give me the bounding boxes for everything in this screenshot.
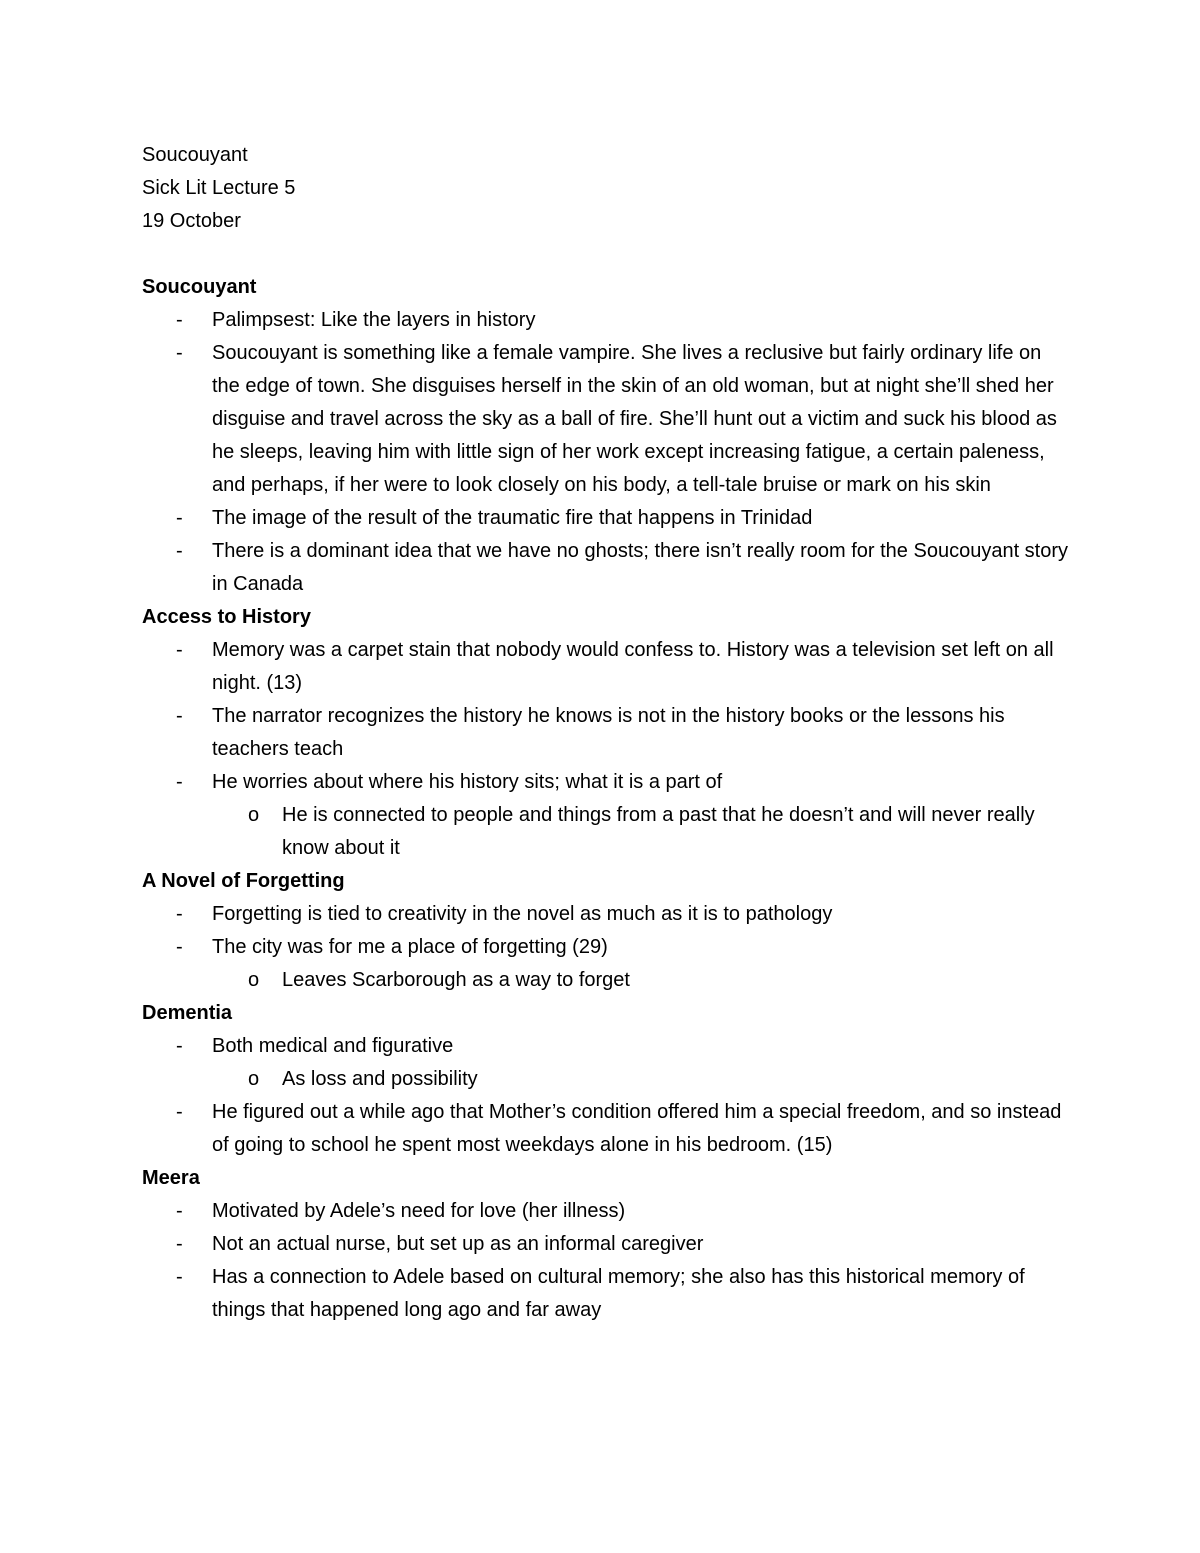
sub-bullet-text: He is connected to people and things from a past that he doesn’t and will never really know about it	[282, 804, 1035, 859]
dash-bullet-icon: -	[176, 771, 183, 793]
bullet-item	[142, 1195, 1072, 1228]
dash-bullet-icon: -	[176, 507, 183, 529]
bullet-text: He worries about where his history sits; what it is a part of	[212, 771, 723, 793]
bullet-text: Forgetting is tied to creativity in the novel as much as it is to pathology	[212, 903, 833, 925]
bullet-item	[142, 634, 1072, 700]
dash-bullet-icon: -	[176, 936, 183, 958]
bullet-item	[142, 1096, 1072, 1162]
sub-bullet-text: Leaves Scarborough as a way to forget	[282, 969, 630, 991]
bullet-item	[142, 337, 1072, 502]
bullet-item	[142, 304, 1072, 337]
bullet-text: The narrator recognizes the history he knows is not in the history books or the lessons his teachers teach	[212, 705, 1005, 760]
lecture-date: 19 October	[142, 210, 241, 232]
bullet-text: Both medical and figurative	[212, 1035, 454, 1057]
bullet-text: Palimpsest: Like the layers in history	[212, 309, 536, 331]
dash-bullet-icon: -	[176, 639, 183, 661]
dash-bullet-icon: -	[176, 1200, 183, 1222]
document-page	[142, 139, 1072, 1327]
bullet-item	[142, 1261, 1072, 1327]
sub-bullet-item	[142, 799, 1072, 865]
bullet-text: The image of the result of the traumatic fire that happens in Trinidad	[212, 507, 813, 529]
bullet-item	[142, 931, 1072, 964]
bullet-item	[142, 898, 1072, 931]
dash-bullet-icon: -	[176, 1035, 183, 1057]
course-name: Sick Lit Lecture 5	[142, 177, 296, 199]
sub-bullet-text: As loss and possibility	[282, 1068, 478, 1090]
section-heading: A Novel of Forgetting	[142, 870, 345, 892]
sub-bullet-item	[142, 1063, 1072, 1096]
bullet-item	[142, 1228, 1072, 1261]
dash-bullet-icon: -	[176, 1233, 183, 1255]
bullet-text: There is a dominant idea that we have no ghosts; there isn’t really room for the Soucouyant story in Canada	[212, 540, 1069, 595]
dash-bullet-icon: -	[176, 705, 183, 727]
bullet-item	[142, 1030, 1072, 1063]
circle-bullet-icon: o	[248, 804, 260, 826]
dash-bullet-icon: -	[176, 903, 183, 925]
bullet-text: Motivated by Adele’s need for love (her illness)	[212, 1200, 626, 1222]
bullet-text: Has a connection to Adele based on cultural memory; she also has this historical memory of things that happened long ago and far away	[212, 1266, 1025, 1321]
bullet-item	[142, 535, 1072, 601]
bullet-text: He figured out a while ago that Mother’s condition offered him a special freedom, and so instead of going to school he spent most weekdays alone in his bedroom. (15)	[212, 1101, 1062, 1156]
bullet-text: The city was for me a place of forgetting (29)	[212, 936, 608, 958]
sub-bullet-item	[142, 964, 1072, 997]
dash-bullet-icon: -	[176, 540, 183, 562]
bullet-item	[142, 502, 1072, 535]
section-heading: Meera	[142, 1167, 200, 1189]
circle-bullet-icon: o	[248, 1068, 260, 1090]
bullet-text: Memory was a carpet stain that nobody would confess to. History was a television set left on all night. (13)	[212, 639, 1054, 694]
section-heading: Access to History	[142, 606, 311, 628]
section-heading: Dementia	[142, 1002, 233, 1024]
spacer	[142, 238, 1072, 271]
bullet-text: Soucouyant is something like a female vampire. She lives a reclusive but fairly ordinary life on the edge of town. She disguises herself in the skin of an old woman, but at night she’ll shed her disguise and travel across the sky as a ball of fire. She’ll hunt out a victim and suck his blood as he sleeps, leaving him with little sign of her work except increasing fatigue, a certain paleness, and perhaps, if her were to look closely on his body, a tell-tale bruise or mark on his skin	[212, 342, 1057, 496]
dash-bullet-icon: -	[176, 342, 183, 364]
dash-bullet-icon: -	[176, 1266, 183, 1288]
document-title: Soucouyant	[142, 144, 248, 166]
bullet-item	[142, 766, 1072, 799]
bullet-item	[142, 700, 1072, 766]
circle-bullet-icon: o	[248, 969, 260, 991]
notes-body	[142, 271, 1072, 1327]
dash-bullet-icon: -	[176, 1101, 183, 1123]
section-heading: Soucouyant	[142, 276, 257, 298]
dash-bullet-icon: -	[176, 309, 183, 331]
bullet-text: Not an actual nurse, but set up as an informal caregiver	[212, 1233, 704, 1255]
